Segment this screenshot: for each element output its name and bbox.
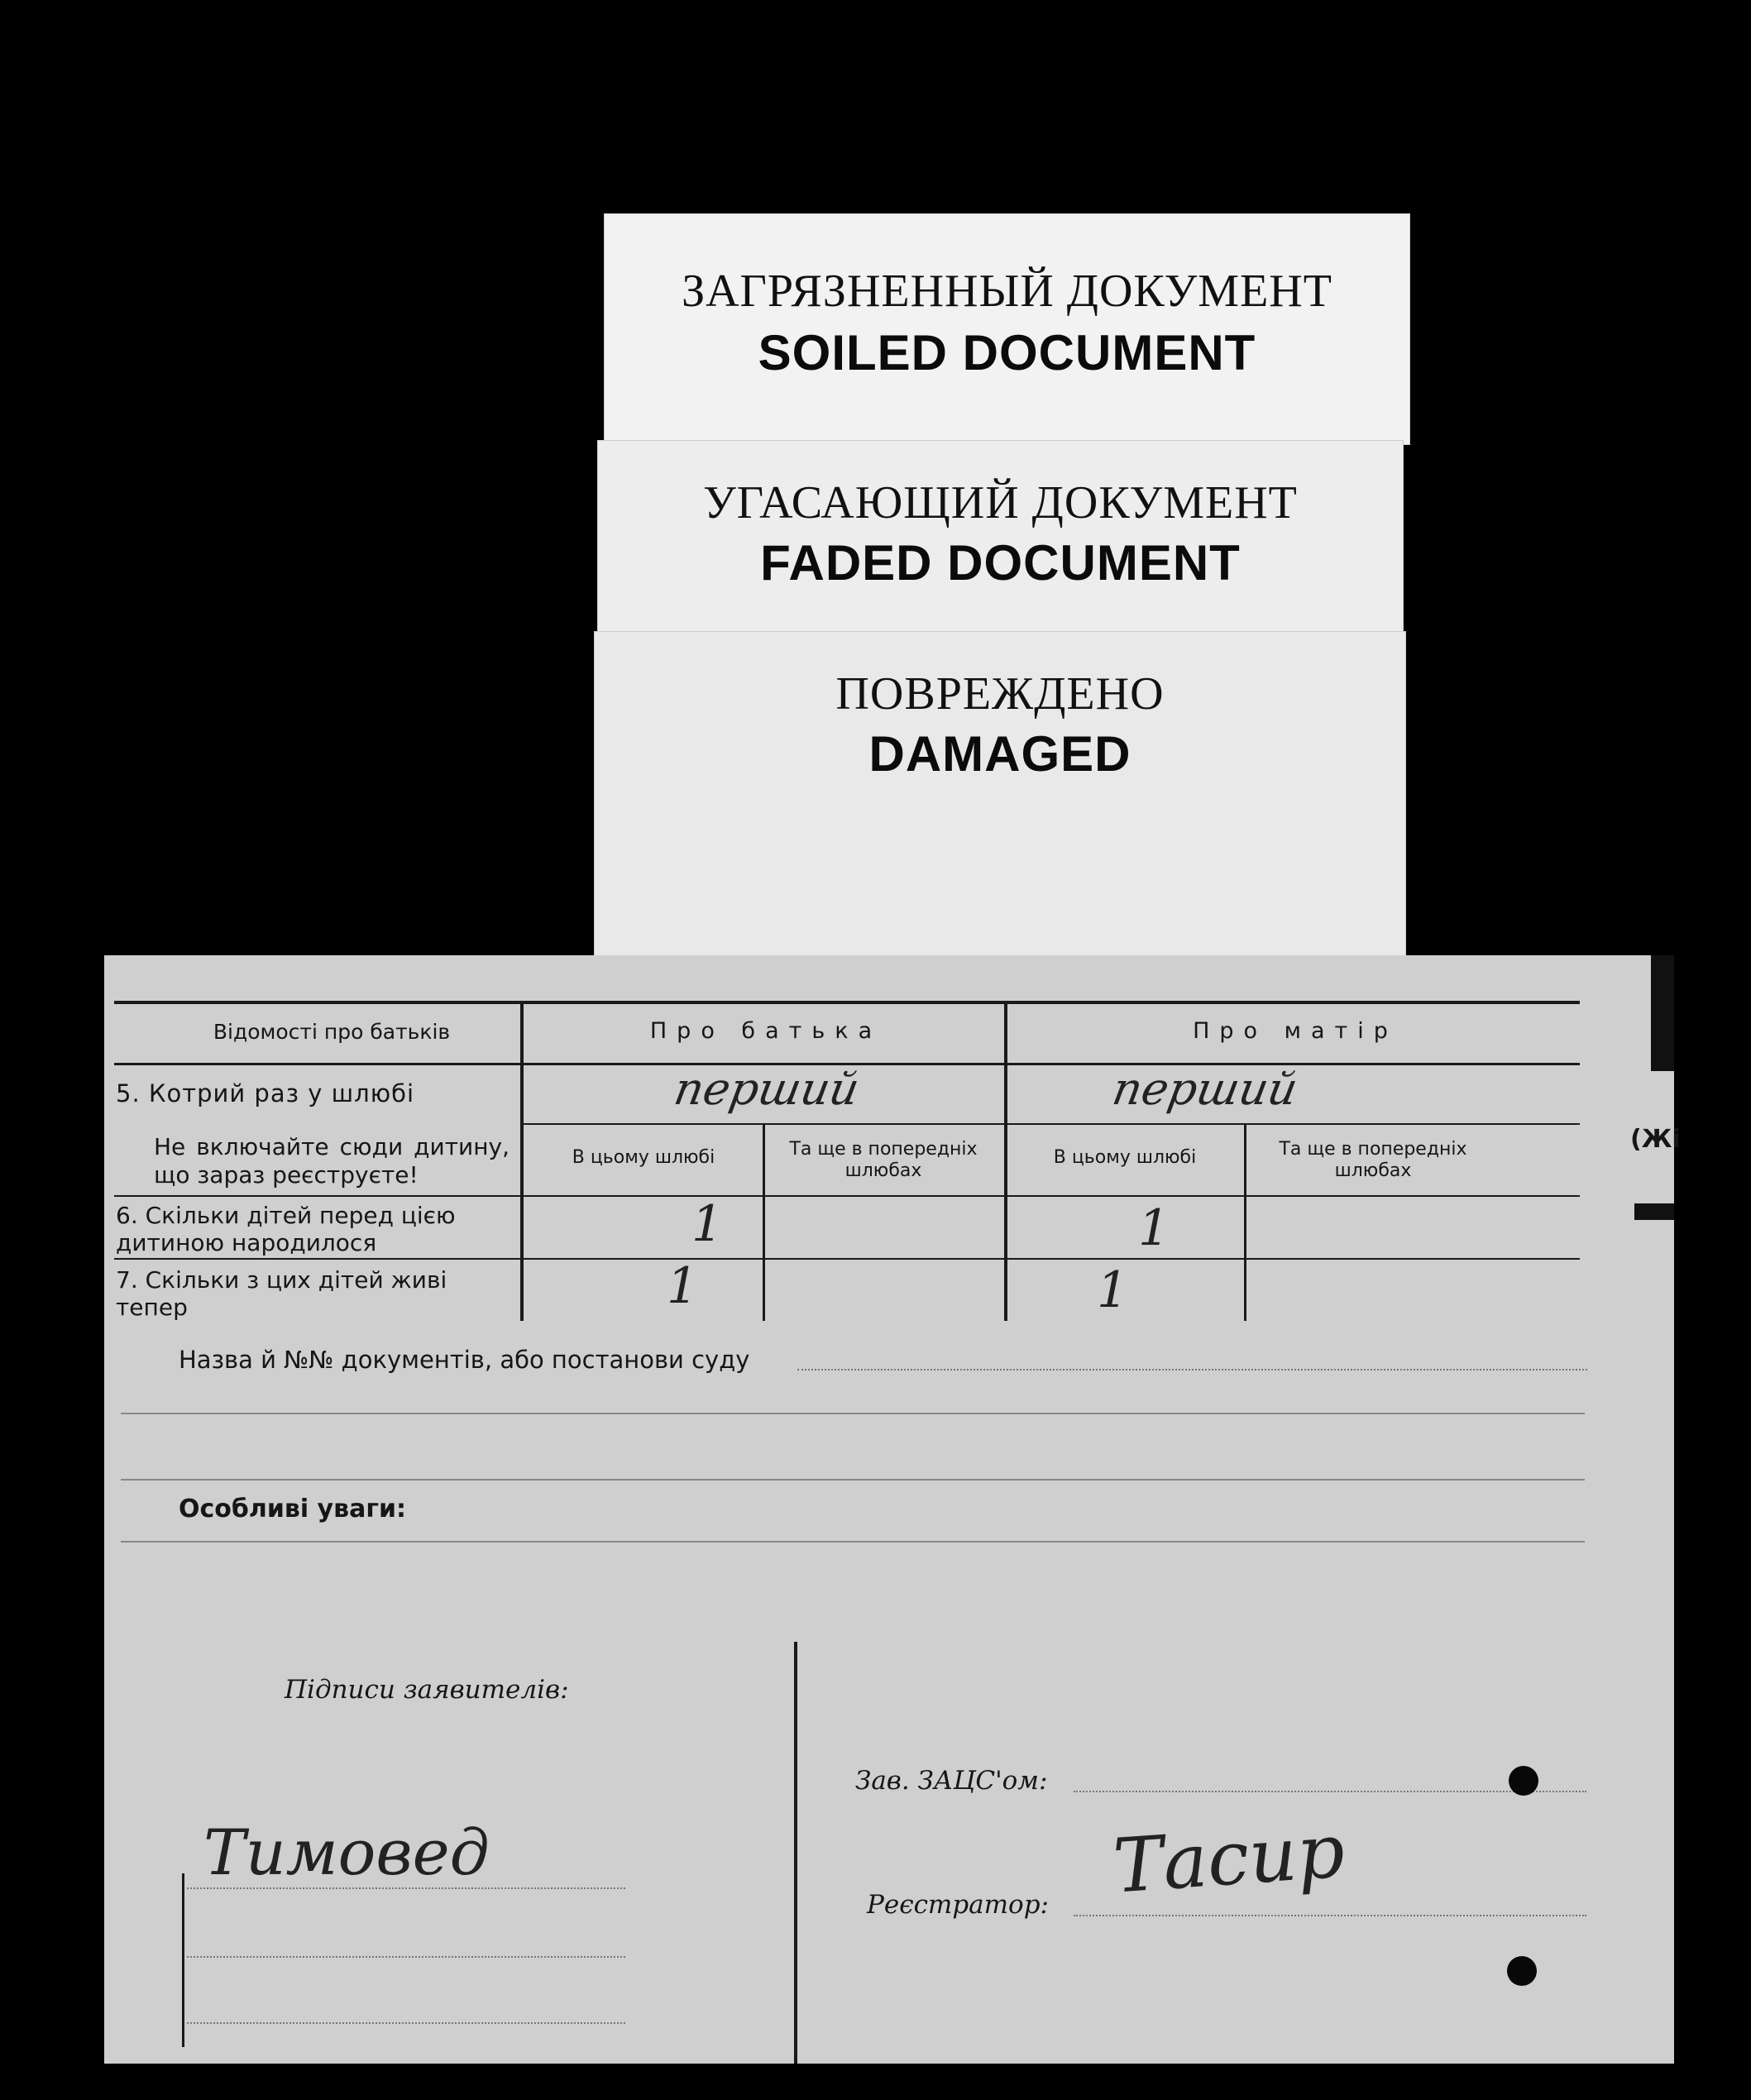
table-subcol-divider [1244,1125,1246,1321]
label-ru: УГАСАЮЩИЙ ДОКУМЕНТ [703,477,1298,529]
documents-dotted-line [797,1369,1587,1371]
documents-rule [121,1413,1585,1414]
label-en: FADED DOCUMENT [760,535,1241,591]
row5-label: 5. Котрий раз у шлюбі [116,1079,415,1107]
remarks-rule [121,1541,1585,1543]
faded-document-label [597,440,1404,643]
row5-father-value: перший [670,1063,864,1115]
exclude-child-note: Не включайте сюди дитину, що зараз реєструєте! [154,1133,510,1189]
registrar-signature: Тасир [1110,1807,1347,1911]
label-en: SOILED DOCUMENT [758,325,1256,380]
header-parents-info: Відомості про батьків [213,1020,451,1044]
punch-hole [1507,1956,1537,1986]
remarks-label: Особливі уваги: [179,1495,407,1524]
registrar-label: Реєстратор: [867,1890,1049,1920]
row7-father-value: 1 [667,1257,699,1315]
applicant-line [187,1956,625,1958]
margin-fragment: (Жі [1630,1125,1681,1154]
registration-form [104,955,1681,2064]
table-col-divider [1004,1002,1007,1321]
table-subcol-divider [763,1125,765,1321]
header-about-mother: Про матір [1193,1018,1398,1044]
header-about-father: Про батька [649,1018,883,1044]
applicant-line [187,2022,625,2024]
table-row6-rule [114,1258,1580,1260]
torn-edge [1634,1203,1674,1220]
row5-mother-value: перший [1108,1063,1302,1115]
row6-father-value: 1 [691,1195,724,1253]
subheader-mother-previous-marriages: Та ще в попередніх шлюбах [1279,1139,1467,1181]
label-ru: ПОВРЕЖДЕНО [835,668,1165,720]
punch-hole [1509,1766,1538,1796]
signature-divider [794,1642,797,2064]
applicant-bracket [182,1873,184,2047]
documents-label: Назва й №№ документів, або постанови суду [179,1346,750,1374]
table-row5-rule [522,1123,1580,1125]
table-col-divider [520,1002,524,1321]
applicants-signatures-label: Підписи заявителів: [285,1675,569,1705]
applicant-signature: Тимовед [203,1815,490,1889]
head-zags-label: Зав. ЗАЦС'ом: [855,1766,1048,1796]
damaged-document-label [594,631,1406,958]
applicant-line [187,1887,625,1889]
row7-label: 7. Скільки з цих дітей живі тепер [116,1266,447,1321]
row6-mother-value: 1 [1138,1199,1170,1257]
registrar-line [1074,1915,1586,1916]
subheader-father-this-marriage: В цьому шлюбі [572,1147,715,1168]
row6-label: 6. Скільки дітей перед цією дитиною народилося [116,1202,456,1256]
label-en: DAMAGED [868,726,1131,782]
soiled-document-label [604,213,1410,445]
label-ru: ЗАГРЯЗНЕННЫЙ ДОКУМЕНТ [682,265,1332,317]
subheader-mother-this-marriage: В цьому шлюбі [1053,1147,1197,1168]
table-top-rule [114,1001,1580,1004]
documents-rule [121,1479,1585,1481]
head-zags-line [1074,1791,1586,1792]
torn-edge [1651,955,1674,1071]
row7-mother-value: 1 [1097,1261,1129,1319]
table-sub-rule [114,1195,1580,1197]
subheader-father-previous-marriages: Та ще в попередніх шлюбах [789,1139,978,1181]
